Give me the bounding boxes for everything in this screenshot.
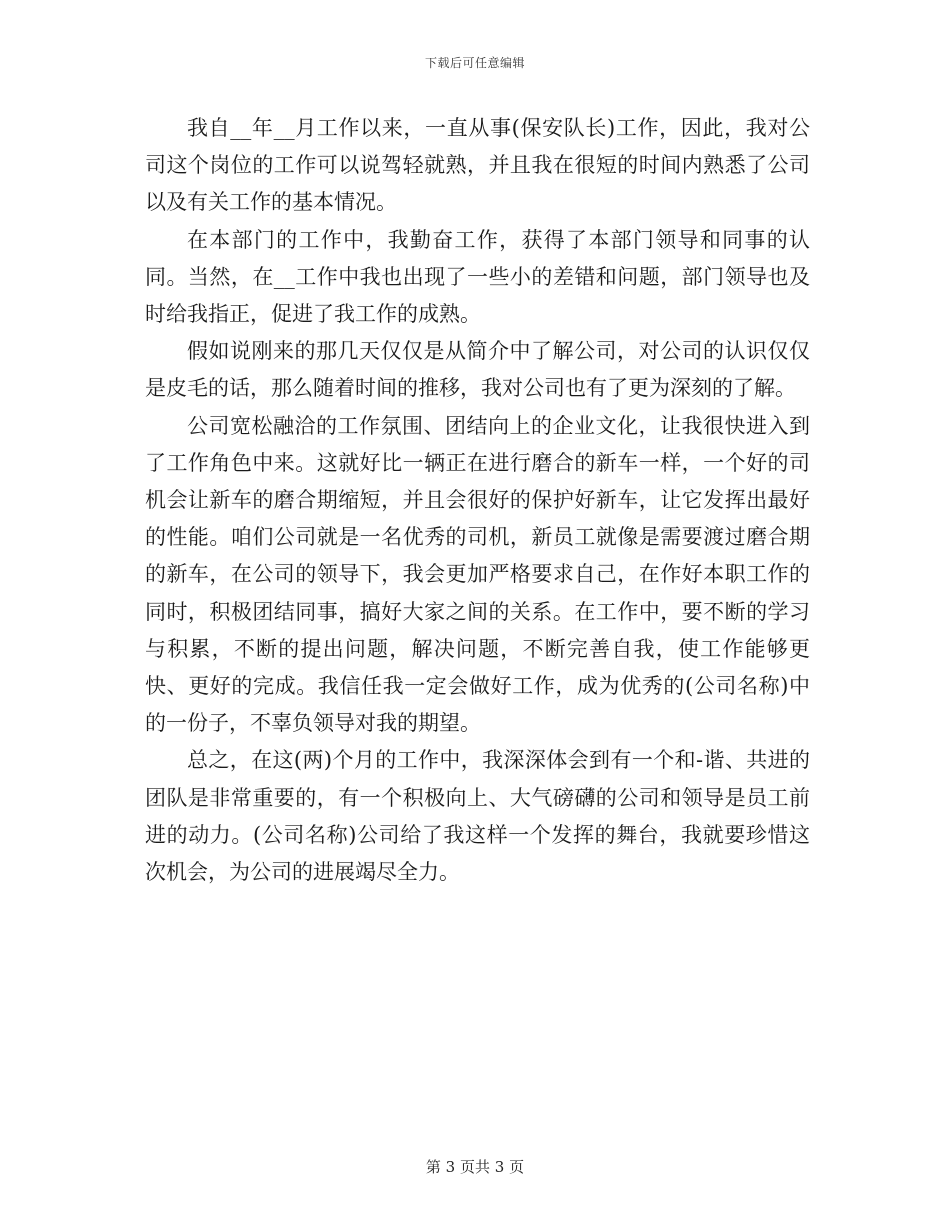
document-body: [145, 110, 810, 891]
page-number-footer: 第 3 页共 3 页: [425, 1158, 525, 1176]
paragraph-5: 总之，在这(两)个月的工作中，我深深体会到有一个和-谐、共进的团队是非常重要的，有一个积极向上、大气磅礴的公司和领导是员工前进的动力。(公司名称)公司给了我这样一个发挥的舞台，我就要珍惜这次机会，为公司的进展竭尽全力。: [145, 748, 810, 885]
page-header-note: 下载后可任意编辑: [424, 56, 525, 70]
paragraph-3: 假如说刚来的那几天仅仅是从简介中了解公司，对公司的认识仅仅是皮毛的话，那么随着时间的推移，我对公司也有了更为深刻的了解。: [145, 339, 810, 401]
paragraph-4: 公司宽松融洽的工作氛围、团结向上的企业文化，让我很快进入到了工作角色中来。这就好比一辆正在进行磨合的新车一样，一个好的司机会让新车的磨合期缩短，并且会很好的保护好新车，让它发挥出最好的性能。咱们公司就是一名优秀的司机，新员工就像是需要渡过磨合期的新车，在公司的领导下，我会更加严格要求自己，在作好本职工作的同时，积极团结同事，搞好大家之间的关系。在工作中，要不断的学习与积累，不断的提出问题，解决问题，不断完善自我，使工作能够更快、更好的完成。我信任我一定会做好工作，成为优秀的(公司名称)中的一份子，不辜负领导对我的期望。: [145, 413, 810, 736]
paragraph-1: 我自__年__月工作以来，一直从事(保安队长)工作，因此，我对公司这个岗位的工作可以说驾轻就熟，并且我在很短的时间内熟悉了公司以及有关工作的基本情况。: [145, 116, 810, 215]
paragraph-2: 在本部门的工作中，我勤奋工作，获得了本部门领导和同事的认同。当然，在__工作中我也出现了一些小的差错和问题，部门领导也及时给我指正，促进了我工作的成熟。: [145, 227, 810, 327]
